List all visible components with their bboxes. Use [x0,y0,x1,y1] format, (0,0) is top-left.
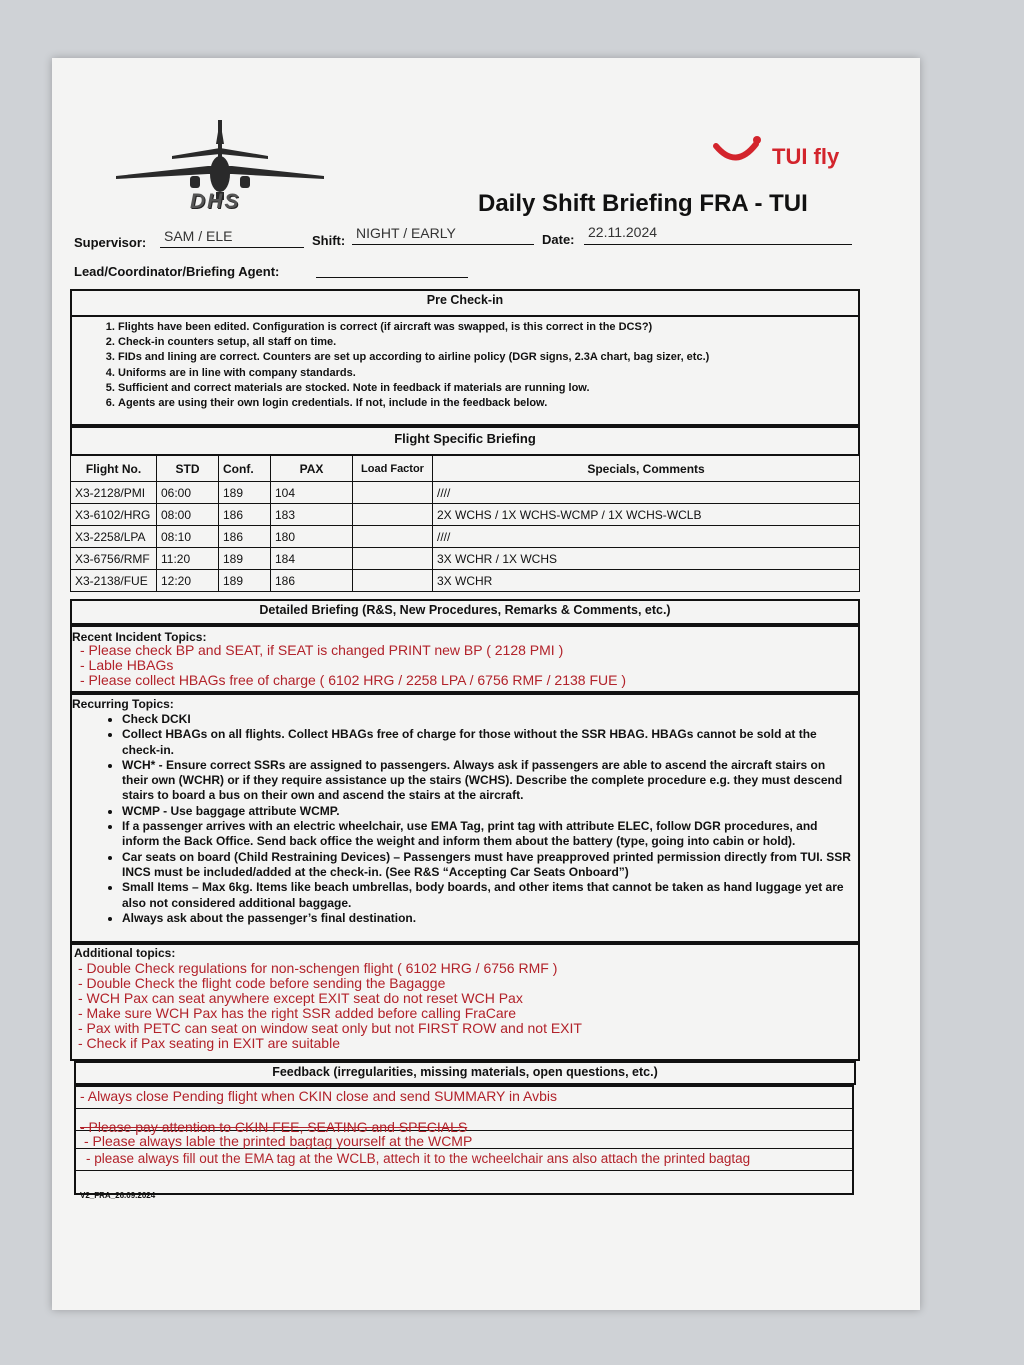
std-cell: 08:10 [157,526,219,548]
tui-fly-brand: TUI fly [772,144,840,169]
conf-cell: 186 [219,504,271,526]
flight-no-cell: X3-2138/FUE [71,570,157,592]
additional-topics-title: Additional topics: [74,946,176,960]
flight-no-cell: X3-2128/PMI [71,482,157,504]
feedback-line: - Please always lable the printed bagtag yourself at the WCMP [84,1133,473,1149]
flight-no-cell: X3-2258/LPA [71,526,157,548]
list-item: - Please check BP and SEAT, if SEAT is changed PRINT new BP ( 2128 PMI ) [80,642,564,658]
list-item: 4. Uniforms are in line with company standards. [118,366,850,381]
conf-cell: 186 [219,526,271,548]
list-item: • Check DCKI [122,712,852,727]
conf-cell: 189 [219,570,271,592]
date-label: Date: [542,232,575,247]
flight-briefing-title: Flight Specific Briefing [394,431,536,446]
additional-topics-list [78,961,582,1051]
list-item: • Always ask about the passenger’s final destination. [122,911,852,926]
specials-cell: 2X WCHS / 1X WCHS-WCMP / 1X WCHS-WCLB [433,504,860,526]
list-item: • If a passenger arrives with an electric wheelchair, use EMA Tag, print tag with attribute ELEC, follow DGR procedures, and inform the Back Office. Send back office the weight and inform them about the battery (type, going into cabin or hold). [122,819,852,850]
page-title: Daily Shift Briefing FRA - TUI [478,190,808,217]
flight-no-cell: X3-6102/HRG [71,504,157,526]
list-item: • WCMP - Use baggage attribute WCMP. [122,804,852,819]
column-header: PAX [271,456,353,482]
table-row [71,548,860,570]
lead-label: Lead/Coordinator/Briefing Agent: [74,264,280,279]
recent-incidents-title: Recent Incident Topics: [72,630,207,644]
std-cell: 11:20 [157,548,219,570]
pax-cell: 180 [271,526,353,548]
tui-smile-icon [712,136,764,168]
supervisor-label: Supervisor: [74,235,147,250]
column-header: Conf. [219,456,271,482]
table-row [71,526,860,548]
list-item: - Pax with PETC can seat on window seat only but not FIRST ROW and not EXIT [78,1020,582,1036]
conf-cell: 189 [219,548,271,570]
pax-cell: 184 [271,548,353,570]
load-factor-cell [353,482,433,504]
list-item: - Check if Pax seating in EXIT are suitable [78,1035,340,1051]
list-item: - Double Check the flight code before sending the Bagagge [78,975,446,991]
date-value: 22.11.2024 [588,224,658,240]
pre-checkin-title: Pre Check-in [426,293,504,307]
std-cell: 12:20 [157,570,219,592]
pax-cell: 104 [271,482,353,504]
pre-checkin-list [70,320,850,411]
column-header: Specials, Comments [433,456,860,482]
flight-no-cell: X3-6756/RMF [71,548,157,570]
table-row [71,504,860,526]
dhs-logo [112,118,332,213]
feedback-title: Feedback (irregularities, missing materials, open questions, etc.) [272,1065,658,1079]
conf-cell: 189 [219,482,271,504]
feedback-line: - Please pay attention to CKIN FEE, SEATING and SPECIALS [80,1119,468,1135]
list-item: • WCH* - Ensure correct SSRs are assigned to passengers. Always ask if passengers are able to ascend the aircraft stairs on their own (WCHR) or if they require assistance up the stairs (WCHS). Describe the complete procedure e.g. they must descend stairs to board a bus on their own and ascend the stairs at the aircraft. [122,758,852,804]
recurring-topics-title: Recurring Topics: [72,697,174,711]
list-item: - Double Check regulations for non-schengen flight ( 6102 HRG / 6756 RMF ) [78,960,558,976]
list-item: • Car seats on board (Child Restraining Devices) – Passengers must have preapproved printed permission directly from TUI. SSR INCS must be included/added at the check-in. (See R&S “Accepting Car Seats Onboard”) [122,850,852,881]
column-header: Load Factor [353,456,433,482]
specials-cell: 3X WCHR [433,570,860,592]
column-header: Flight No. [71,456,157,482]
load-factor-cell [353,526,433,548]
std-cell: 08:00 [157,504,219,526]
column-header: STD [157,456,219,482]
list-item: - Make sure WCH Pax has the right SSR added before calling FraCare [78,1005,517,1021]
list-item: 6. Agents are using their own login credentials. If not, include in the feedback below. [118,396,850,411]
detailed-briefing-title: Detailed Briefing (R&S, New Procedures, Remarks & Comments, etc.) [259,603,671,617]
feedback-line: - Always close Pending flight when CKIN close and send SUMMARY in Avbis [80,1088,558,1104]
load-factor-cell [353,548,433,570]
std-cell: 06:00 [157,482,219,504]
list-item: 3. FIDs and lining are correct. Counters are set up according to airline policy (DGR signs, 2.3A chart, bag sizer, etc.) [118,350,850,365]
supervisor-value: SAM / ELE [164,228,233,244]
dhs-logo-text: DHS [190,190,241,213]
shift-value: NIGHT / EARLY [356,225,456,241]
table-row [71,482,860,504]
list-item: • Collect HBAGs on all flights. Collect HBAGs free of charge for those without the SSR HBAG. HBAGs cannot be sold at the check-in. [122,727,852,758]
version-footer: V2_FRA_26.09.2024 [80,1191,156,1200]
feedback-line: - please always fill out the EMA tag at the WCLB, attech it to the wcheelchair ans also attach the printed bagtag [86,1151,751,1166]
pax-cell: 183 [271,504,353,526]
list-item: - WCH Pax can seat anywhere except EXIT seat do not reset WCH Pax [78,990,523,1006]
load-factor-cell [353,504,433,526]
specials-cell: 3X WCHR / 1X WCHS [433,548,860,570]
tui-logo [712,136,764,173]
shift-label: Shift: [312,233,346,248]
list-item: - Lable HBAGs [80,657,174,673]
list-item: 5. Sufficient and correct materials are stocked. Note in feedback if materials are running low. [118,381,850,396]
specials-cell: //// [433,482,860,504]
specials-cell: //// [433,526,860,548]
recurring-topics-list [72,712,852,926]
recent-incidents-list [80,643,626,688]
list-item: 1. Flights have been edited. Configuration is correct (if aircraft was swapped, is this correct in the DCS?) [118,320,850,335]
pax-cell: 186 [271,570,353,592]
load-factor-cell [353,570,433,592]
flight-table [70,455,860,592]
list-item: • Small Items – Max 6kg. Items like beach umbrellas, body boards, and other items that cannot be taken as hand luggage yet are also not considered additional baggage. [122,880,852,911]
list-item: - Please collect HBAGs free of charge ( 6102 HRG / 2258 LPA / 6756 RMF / 2138 FUE ) [80,672,626,688]
table-row [71,570,860,592]
briefing-sheet [52,58,920,1310]
list-item: 2. Check-in counters setup, all staff on time. [118,335,850,350]
